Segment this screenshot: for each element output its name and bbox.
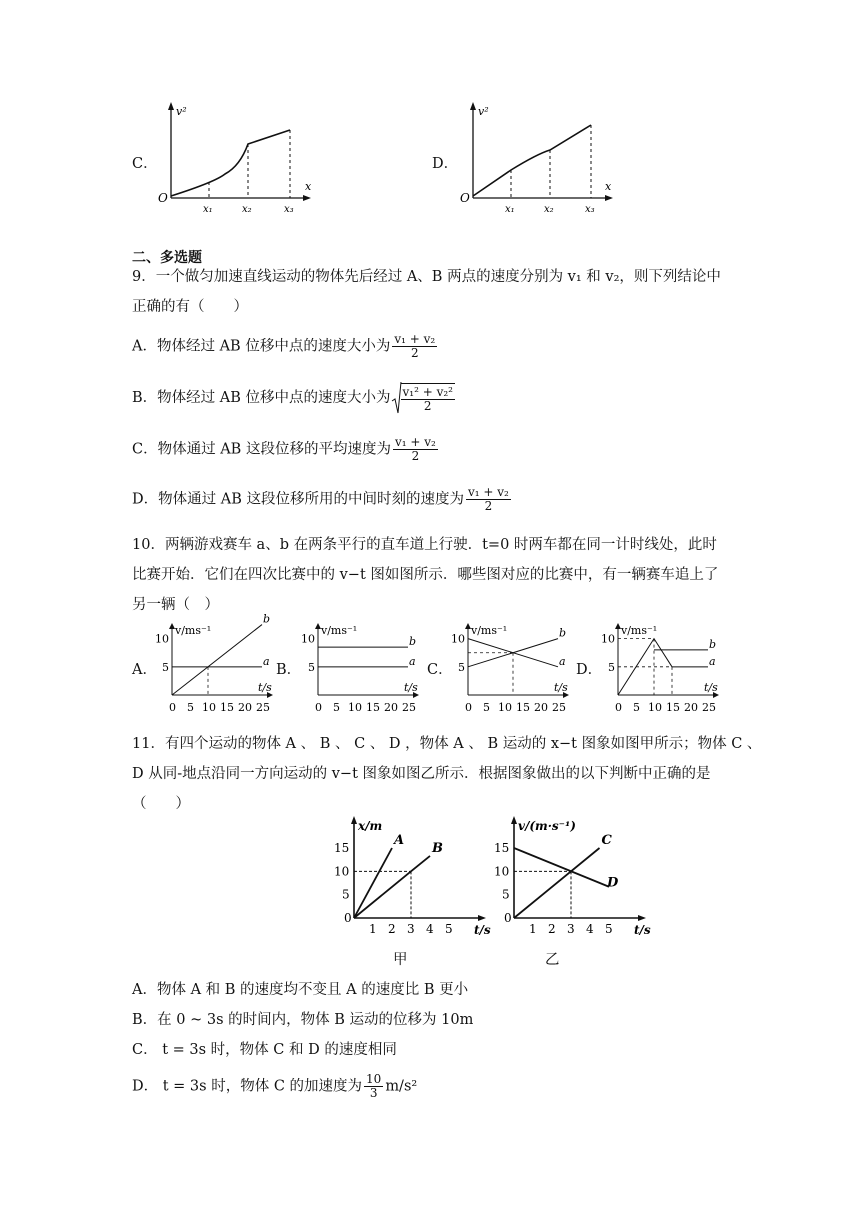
q11-stem-line2: D 从同-地点沿同一方向运动的 v−t 图象如图乙所示．根据图象做出的以下判断中正确的是 [132,766,711,782]
y-tick-label: 5 [608,660,615,674]
series-label-b: b [559,626,567,640]
q10-chart-b [296,620,426,720]
x-tick-label: 15 [666,701,680,714]
x-tick-label: 20 [684,701,698,714]
axis-y-label: v/(m·s⁻¹) [518,819,576,833]
y-tick-label: 5 [342,887,350,902]
y-tick-label: 10 [301,632,315,646]
y-tick-label: 5 [502,887,510,902]
x-axis-arrow [478,915,486,921]
q11-option-d: D． t = 3s 时，物体 C 的加速度为 $\frac{10}{3}$ m/s² [132,1072,418,1100]
y-tick-label: 5 [308,660,315,674]
y-axis-arrow [351,816,357,824]
q11-option-a: A．物体 A 和 B 的速度均不变且 A 的速度比 B 更小 [132,982,469,998]
y-tick-label: 5 [162,660,169,674]
q10-stem-line3: 另一辆（ ） [132,597,219,613]
x-tick-label: 3 [567,922,575,936]
axis-x-label: t/s [258,681,272,694]
x-tick-label: 5 [483,701,490,714]
tick-x2: x₂ [544,204,554,215]
series-line-B [354,856,430,918]
axis-y-label: v/ms⁻¹ [321,624,358,637]
tick-x2: x₂ [242,204,252,215]
fraction: $\frac{\text{v₁ + v₂}}{2}$ [394,332,436,360]
q8-graph-c [155,100,325,220]
x-tick-label: 5 [445,922,453,936]
y-tick-label: 15 [494,841,510,855]
q9-option-c: C．物体通过 AB 这段位移的平均速度为 $\frac{\text{v₁ + v₂}}{2}$ [132,435,436,463]
axis-x-label: t/s [704,681,718,694]
series-label-a: a [559,654,566,668]
x-tick-label: 0 [465,701,472,714]
q11-chart-jia [330,812,490,942]
axis-y-label: v² [176,105,187,118]
x-tick-label: 25 [402,701,416,714]
sqrt-symbol: $\frac{\text{v₁² + v₂²}}{2}$ [391,381,457,415]
q11-option-b: B．在 0 ~ 3s 的时间内，物体 B 运动的位移为 10m [132,1012,474,1028]
axis-x-label: x [305,180,312,193]
tick-x1: x₁ [505,204,515,215]
x-tick-label: 0 [169,701,176,714]
x-tick-label: 0 [315,701,322,714]
series-label-b: b [709,637,717,651]
x-tick-label: 10 [202,701,216,714]
series-label-A: A [394,833,405,848]
option-c-label: C． [132,156,158,172]
tick-x1: x₁ [203,204,213,215]
q10-chart-c [446,620,576,720]
axis-x-label: t/s [634,923,651,937]
x-tick-label: 10 [648,701,662,714]
y-tick-label: 10 [334,864,350,879]
series-label-C: C [601,833,612,848]
y-axis-arrow [511,816,517,824]
y-tick-label: 5 [458,660,465,674]
x-tick-label: 4 [586,922,594,936]
series-label-D: D [607,875,619,891]
q11-stem-line3: （ ） [132,796,190,812]
q9-option-b: B．物体经过 AB 位移中点的速度大小为 $\frac{\text{v₁² + v₂²}}{2}$ [132,381,457,415]
section-title: 二、多选题 [132,250,202,266]
axis-y-label: v² [478,105,489,118]
x-tick-label: 20 [534,701,548,714]
x-tick-label: 15 [366,701,380,714]
q10-chart-d [596,620,726,720]
q10-label-a: A． [132,662,157,678]
caption-jia: 甲 [393,952,408,968]
x-tick-label: 25 [256,701,270,714]
caption-yi: 乙 [545,952,560,968]
x-tick-label: 0 [615,701,622,714]
series-line-A [354,848,392,918]
series-label-a: a [709,654,716,668]
fraction: $\frac{10}{3}$ [366,1072,382,1100]
q10-stem-line1: 10．两辆游戏赛车 a、b 在两条平行的直车道上行驶．t=0 时两车都在同一计时线处，此时 [132,537,717,553]
x-tick-label: 3 [407,922,415,936]
q10-label-d: D． [576,662,603,678]
x-tick-label: 2 [388,922,396,936]
axis-y-label: v/ms⁻¹ [621,624,658,637]
q10-label-c: C． [427,662,453,678]
x-tick-label: 5 [605,922,613,936]
option-d-label: D． [432,156,459,172]
q10-stem-line2: 比赛开始．它们在四次比赛中的 v−t 图如图所示．哪些图对应的比赛中，有一辆赛车追上了 [132,567,719,583]
x-tick-label: 20 [238,701,252,714]
axis-x-label: t/s [404,681,418,694]
x-tick-label: 5 [633,701,640,714]
fraction: $\frac{\text{v₁ + v₂}}{2}$ [467,485,509,513]
x-axis-arrow [638,915,646,921]
x-tick-label: 25 [552,701,566,714]
x-tick-label: 1 [529,922,537,936]
x-tick-label: 5 [333,701,340,714]
series-line-D [514,848,609,887]
x-tick-label: 15 [516,701,530,714]
q10-chart-a [150,612,280,720]
series-label-a: a [409,654,416,668]
q8-graph-d [457,100,627,220]
tick-x3: x₃ [284,204,294,215]
q10-label-b: B． [276,662,302,678]
axis-x-label: t/s [474,923,491,937]
axis-x-label: x [605,180,612,193]
series-label-b: b [263,612,271,626]
q11-option-c: C． t = 3s 时，物体 C 和 D 的速度相同 [132,1042,397,1058]
y-tick-label: 10 [451,632,465,646]
x-tick-label: 10 [348,701,362,714]
axis-y-label: v/ms⁻¹ [175,624,212,637]
x-tick-label: 15 [220,701,234,714]
axis-x-label: t/s [554,681,568,694]
tick-x3: x₃ [585,204,595,215]
series-label-B: B [432,840,443,856]
series-label-b: b [409,635,417,649]
x-tick-label: 10 [498,701,512,714]
origin-label: 0 [504,911,512,925]
q9-stem-line1: 9．一个做匀加速直线运动的物体先后经过 A、B 两点的速度分别为 v₁ 和 v₂，则下列结论中 [132,269,721,285]
axis-y-label: v/ms⁻¹ [471,624,508,637]
q11-chart-yi [490,812,650,942]
series-label-a: a [263,654,270,668]
origin-label: O [460,191,470,205]
x-tick-label: 1 [369,922,377,936]
q9-stem-line2: 正确的有（ ） [132,299,248,315]
y-tick-label: 15 [334,841,350,855]
q11-stem-line1: 11．有四个运动的物体 A 、 B 、 C 、 D ，物体 A 、 B 运动的 x−t 图象如图甲所示；物体 C 、 [132,736,762,752]
x-tick-label: 5 [187,701,194,714]
x-tick-label: 25 [702,701,716,714]
x-tick-label: 2 [548,922,556,936]
y-tick-label: 10 [155,632,169,646]
axis-y-label: x/m [358,819,383,833]
q9-option-a: A．物体经过 AB 位移中点的速度大小为 $\frac{\text{v₁ + v₂}}{2}$ [132,332,436,360]
x-tick-label: 20 [384,701,398,714]
q9-option-d: D．物体通过 AB 这段位移所用的中间时刻的速度为 $\frac{\text{v₁ + v₂}}{2}$ [132,485,509,513]
series-line-C [514,848,600,918]
y-tick-label: 10 [494,864,510,879]
x-tick-label: 4 [426,922,434,936]
origin-label: 0 [344,911,352,925]
origin-label: O [158,191,168,205]
y-tick-label: 10 [601,632,615,646]
fraction: $\frac{\text{v₁ + v₂}}{2}$ [394,435,436,463]
